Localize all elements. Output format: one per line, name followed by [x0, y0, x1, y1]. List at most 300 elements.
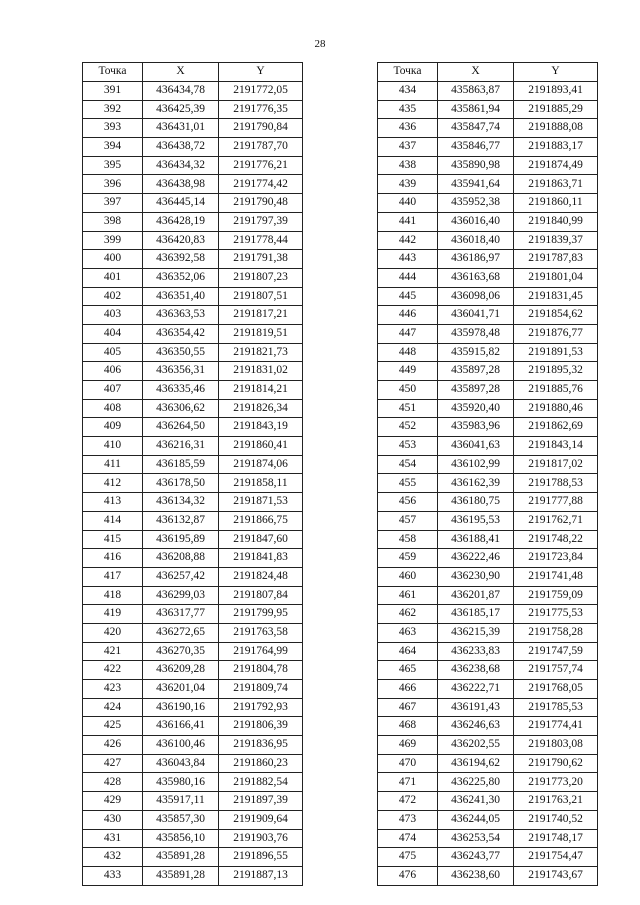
x-coordinate-cell: 436351,40 — [143, 287, 219, 306]
y-coordinate-cell: 2191814,21 — [219, 381, 303, 400]
table-row — [83, 567, 303, 586]
table-row — [378, 829, 598, 848]
column-header-point: Точка — [83, 63, 143, 82]
y-coordinate-cell: 2191871,53 — [219, 493, 303, 512]
point-number-cell: 465 — [378, 661, 438, 680]
table-row — [83, 511, 303, 530]
x-coordinate-cell: 436180,75 — [438, 493, 514, 512]
x-coordinate-cell: 435952,38 — [438, 194, 514, 213]
table-row — [83, 530, 303, 549]
table-header-row — [83, 63, 303, 82]
point-number-cell: 416 — [83, 549, 143, 568]
table-row — [83, 661, 303, 680]
y-coordinate-cell: 2191840,99 — [514, 212, 598, 231]
y-coordinate-cell: 2191757,74 — [514, 661, 598, 680]
table-row — [83, 381, 303, 400]
x-coordinate-cell: 436132,87 — [143, 511, 219, 530]
table-row — [378, 82, 598, 101]
y-coordinate-cell: 2191874,49 — [514, 156, 598, 175]
y-coordinate-cell: 2191775,53 — [514, 605, 598, 624]
point-number-cell: 421 — [83, 642, 143, 661]
table-row — [378, 493, 598, 512]
x-coordinate-cell: 435891,28 — [143, 866, 219, 885]
x-coordinate-cell: 436335,46 — [143, 381, 219, 400]
table-row — [378, 792, 598, 811]
y-coordinate-cell: 2191740,52 — [514, 810, 598, 829]
table-row — [83, 212, 303, 231]
y-coordinate-cell: 2191887,13 — [219, 866, 303, 885]
x-coordinate-cell: 435941,64 — [438, 175, 514, 194]
point-number-cell: 422 — [83, 661, 143, 680]
point-number-cell: 408 — [83, 399, 143, 418]
table-row — [378, 343, 598, 362]
x-coordinate-cell: 436363,53 — [143, 306, 219, 325]
point-number-cell: 444 — [378, 268, 438, 287]
column-header-y: Y — [514, 63, 598, 82]
point-number-cell: 453 — [378, 437, 438, 456]
y-coordinate-cell: 2191788,53 — [514, 474, 598, 493]
point-number-cell: 473 — [378, 810, 438, 829]
y-coordinate-cell: 2191891,53 — [514, 343, 598, 362]
y-coordinate-cell: 2191824,48 — [219, 567, 303, 586]
x-coordinate-cell: 436243,77 — [438, 848, 514, 867]
table-row — [83, 474, 303, 493]
x-coordinate-cell: 436178,50 — [143, 474, 219, 493]
x-coordinate-cell: 435920,40 — [438, 399, 514, 418]
table-row — [378, 306, 598, 325]
y-coordinate-cell: 2191790,62 — [514, 754, 598, 773]
x-coordinate-cell: 436016,40 — [438, 212, 514, 231]
y-coordinate-cell: 2191863,71 — [514, 175, 598, 194]
table-row — [83, 175, 303, 194]
y-coordinate-cell: 2191903,76 — [219, 829, 303, 848]
column-header-point: Точка — [378, 63, 438, 82]
point-number-cell: 391 — [83, 82, 143, 101]
y-coordinate-cell: 2191817,21 — [219, 306, 303, 325]
y-coordinate-cell: 2191806,39 — [219, 717, 303, 736]
table-row — [83, 549, 303, 568]
y-coordinate-cell: 2191759,09 — [514, 586, 598, 605]
x-coordinate-cell: 436246,63 — [438, 717, 514, 736]
x-coordinate-cell: 436186,97 — [438, 250, 514, 269]
table-row — [378, 717, 598, 736]
table-row — [378, 474, 598, 493]
point-number-cell: 467 — [378, 698, 438, 717]
x-coordinate-cell: 436352,06 — [143, 268, 219, 287]
y-coordinate-cell: 2191843,14 — [514, 437, 598, 456]
point-number-cell: 439 — [378, 175, 438, 194]
y-coordinate-cell: 2191883,17 — [514, 138, 598, 157]
y-coordinate-cell: 2191843,19 — [219, 418, 303, 437]
x-coordinate-cell: 435847,74 — [438, 119, 514, 138]
table-row — [378, 642, 598, 661]
y-coordinate-cell: 2191763,58 — [219, 623, 303, 642]
x-coordinate-cell: 436190,16 — [143, 698, 219, 717]
table-row — [83, 399, 303, 418]
y-coordinate-cell: 2191841,83 — [219, 549, 303, 568]
point-number-cell: 411 — [83, 455, 143, 474]
x-coordinate-cell: 436163,68 — [438, 268, 514, 287]
point-number-cell: 434 — [378, 82, 438, 101]
y-coordinate-cell: 2191741,48 — [514, 567, 598, 586]
x-coordinate-cell: 435917,11 — [143, 792, 219, 811]
point-number-cell: 404 — [83, 324, 143, 343]
x-coordinate-cell: 436241,30 — [438, 792, 514, 811]
column-header-x: X — [143, 63, 219, 82]
y-coordinate-cell: 2191764,99 — [219, 642, 303, 661]
x-coordinate-cell: 435915,82 — [438, 343, 514, 362]
table-row — [83, 810, 303, 829]
y-coordinate-cell: 2191831,45 — [514, 287, 598, 306]
y-coordinate-cell: 2191885,76 — [514, 381, 598, 400]
y-coordinate-cell: 2191785,53 — [514, 698, 598, 717]
y-coordinate-cell: 2191773,20 — [514, 773, 598, 792]
table-row — [83, 455, 303, 474]
table-row — [83, 829, 303, 848]
table-row — [83, 343, 303, 362]
y-coordinate-cell: 2191876,77 — [514, 324, 598, 343]
y-coordinate-cell: 2191778,44 — [219, 231, 303, 250]
point-number-cell: 413 — [83, 493, 143, 512]
y-coordinate-cell: 2191776,21 — [219, 156, 303, 175]
x-coordinate-cell: 436425,39 — [143, 100, 219, 119]
point-number-cell: 427 — [83, 754, 143, 773]
point-number-cell: 472 — [378, 792, 438, 811]
point-number-cell: 466 — [378, 680, 438, 699]
point-number-cell: 438 — [378, 156, 438, 175]
table-row — [378, 194, 598, 213]
y-coordinate-cell: 2191790,84 — [219, 119, 303, 138]
x-coordinate-cell: 436222,46 — [438, 549, 514, 568]
table-row — [83, 866, 303, 885]
point-number-cell: 409 — [83, 418, 143, 437]
table-row — [83, 268, 303, 287]
x-coordinate-cell: 436244,05 — [438, 810, 514, 829]
point-number-cell: 442 — [378, 231, 438, 250]
point-number-cell: 424 — [83, 698, 143, 717]
table-row — [83, 250, 303, 269]
table-row — [378, 268, 598, 287]
table-row — [378, 437, 598, 456]
point-number-cell: 440 — [378, 194, 438, 213]
table-row — [378, 511, 598, 530]
x-coordinate-cell: 436041,63 — [438, 437, 514, 456]
table-row — [83, 306, 303, 325]
x-coordinate-cell: 436431,01 — [143, 119, 219, 138]
y-coordinate-cell: 2191772,05 — [219, 82, 303, 101]
point-number-cell: 457 — [378, 511, 438, 530]
point-number-cell: 415 — [83, 530, 143, 549]
x-coordinate-cell: 435890,98 — [438, 156, 514, 175]
coordinates-table-left — [82, 62, 303, 886]
table-row — [83, 754, 303, 773]
x-coordinate-cell: 436194,62 — [438, 754, 514, 773]
y-coordinate-cell: 2191860,23 — [219, 754, 303, 773]
y-coordinate-cell: 2191763,21 — [514, 792, 598, 811]
table-row — [378, 623, 598, 642]
x-coordinate-cell: 435891,28 — [143, 848, 219, 867]
x-coordinate-cell: 436434,78 — [143, 82, 219, 101]
y-coordinate-cell: 2191807,23 — [219, 268, 303, 287]
point-number-cell: 397 — [83, 194, 143, 213]
table-row — [83, 418, 303, 437]
x-coordinate-cell: 436166,41 — [143, 717, 219, 736]
x-coordinate-cell: 435857,30 — [143, 810, 219, 829]
y-coordinate-cell: 2191748,17 — [514, 829, 598, 848]
point-number-cell: 417 — [83, 567, 143, 586]
x-coordinate-cell: 436356,31 — [143, 362, 219, 381]
x-coordinate-cell: 436264,50 — [143, 418, 219, 437]
y-coordinate-cell: 2191768,05 — [514, 680, 598, 699]
x-coordinate-cell: 435897,28 — [438, 381, 514, 400]
x-coordinate-cell: 436216,31 — [143, 437, 219, 456]
point-number-cell: 419 — [83, 605, 143, 624]
table-row — [83, 680, 303, 699]
table-row — [378, 138, 598, 157]
x-coordinate-cell: 436202,55 — [438, 736, 514, 755]
table-row — [83, 792, 303, 811]
x-coordinate-cell: 435983,96 — [438, 418, 514, 437]
table-row — [378, 175, 598, 194]
x-coordinate-cell: 436350,55 — [143, 343, 219, 362]
y-coordinate-cell: 2191821,73 — [219, 343, 303, 362]
x-coordinate-cell: 436354,42 — [143, 324, 219, 343]
y-coordinate-cell: 2191797,39 — [219, 212, 303, 231]
x-coordinate-cell: 436438,72 — [143, 138, 219, 157]
point-number-cell: 441 — [378, 212, 438, 231]
x-coordinate-cell: 436188,41 — [438, 530, 514, 549]
y-coordinate-cell: 2191762,71 — [514, 511, 598, 530]
y-coordinate-cell: 2191758,28 — [514, 623, 598, 642]
table-row — [378, 530, 598, 549]
x-coordinate-cell: 436208,88 — [143, 549, 219, 568]
x-coordinate-cell: 436162,39 — [438, 474, 514, 493]
point-number-cell: 426 — [83, 736, 143, 755]
point-number-cell: 437 — [378, 138, 438, 157]
table-row — [83, 231, 303, 250]
x-coordinate-cell: 436018,40 — [438, 231, 514, 250]
table-row — [83, 623, 303, 642]
point-number-cell: 459 — [378, 549, 438, 568]
table-row — [83, 287, 303, 306]
column-header-y: Y — [219, 63, 303, 82]
y-coordinate-cell: 2191787,83 — [514, 250, 598, 269]
x-coordinate-cell: 435863,87 — [438, 82, 514, 101]
point-number-cell: 464 — [378, 642, 438, 661]
table-row — [83, 138, 303, 157]
table-row — [378, 773, 598, 792]
y-coordinate-cell: 2191897,39 — [219, 792, 303, 811]
x-coordinate-cell: 435861,94 — [438, 100, 514, 119]
point-number-cell: 455 — [378, 474, 438, 493]
x-coordinate-cell: 436445,14 — [143, 194, 219, 213]
point-number-cell: 425 — [83, 717, 143, 736]
y-coordinate-cell: 2191860,11 — [514, 194, 598, 213]
x-coordinate-cell: 436185,17 — [438, 605, 514, 624]
x-coordinate-cell: 436225,80 — [438, 773, 514, 792]
x-coordinate-cell: 436238,60 — [438, 866, 514, 885]
point-number-cell: 476 — [378, 866, 438, 885]
point-number-cell: 475 — [378, 848, 438, 867]
point-number-cell: 449 — [378, 362, 438, 381]
y-coordinate-cell: 2191826,34 — [219, 399, 303, 418]
table-row — [378, 324, 598, 343]
table-row — [378, 418, 598, 437]
y-coordinate-cell: 2191777,88 — [514, 493, 598, 512]
x-coordinate-cell: 436233,83 — [438, 642, 514, 661]
x-coordinate-cell: 436428,19 — [143, 212, 219, 231]
table-row — [83, 324, 303, 343]
table-header-row — [378, 63, 598, 82]
x-coordinate-cell: 436134,32 — [143, 493, 219, 512]
y-coordinate-cell: 2191862,69 — [514, 418, 598, 437]
point-number-cell: 445 — [378, 287, 438, 306]
table-row — [378, 848, 598, 867]
point-number-cell: 394 — [83, 138, 143, 157]
page-number: 28 — [314, 38, 326, 50]
y-coordinate-cell: 2191831,02 — [219, 362, 303, 381]
point-number-cell: 396 — [83, 175, 143, 194]
point-number-cell: 401 — [83, 268, 143, 287]
point-number-cell: 410 — [83, 437, 143, 456]
point-number-cell: 423 — [83, 680, 143, 699]
y-coordinate-cell: 2191807,51 — [219, 287, 303, 306]
table-row — [378, 455, 598, 474]
table-row — [378, 586, 598, 605]
x-coordinate-cell: 436098,06 — [438, 287, 514, 306]
y-coordinate-cell: 2191807,84 — [219, 586, 303, 605]
point-number-cell: 474 — [378, 829, 438, 848]
x-coordinate-cell: 436420,83 — [143, 231, 219, 250]
x-coordinate-cell: 436257,42 — [143, 567, 219, 586]
table-row — [378, 119, 598, 138]
table-row — [83, 82, 303, 101]
point-number-cell: 402 — [83, 287, 143, 306]
x-coordinate-cell: 436317,77 — [143, 605, 219, 624]
point-number-cell: 450 — [378, 381, 438, 400]
x-coordinate-cell: 436043,84 — [143, 754, 219, 773]
point-number-cell: 399 — [83, 231, 143, 250]
x-coordinate-cell: 436272,65 — [143, 623, 219, 642]
table-row — [378, 567, 598, 586]
y-coordinate-cell: 2191774,42 — [219, 175, 303, 194]
point-number-cell: 407 — [83, 381, 143, 400]
y-coordinate-cell: 2191817,02 — [514, 455, 598, 474]
point-number-cell: 443 — [378, 250, 438, 269]
coordinates-table-right — [377, 62, 598, 886]
y-coordinate-cell: 2191888,08 — [514, 119, 598, 138]
y-coordinate-cell: 2191801,04 — [514, 268, 598, 287]
point-number-cell: 436 — [378, 119, 438, 138]
y-coordinate-cell: 2191809,74 — [219, 680, 303, 699]
point-number-cell: 403 — [83, 306, 143, 325]
y-coordinate-cell: 2191895,32 — [514, 362, 598, 381]
point-number-cell: 461 — [378, 586, 438, 605]
table-row — [378, 736, 598, 755]
x-coordinate-cell: 436238,68 — [438, 661, 514, 680]
y-coordinate-cell: 2191839,37 — [514, 231, 598, 250]
x-coordinate-cell: 436100,46 — [143, 736, 219, 755]
point-number-cell: 451 — [378, 399, 438, 418]
y-coordinate-cell: 2191804,78 — [219, 661, 303, 680]
point-number-cell: 460 — [378, 567, 438, 586]
point-number-cell: 458 — [378, 530, 438, 549]
column-header-x: X — [438, 63, 514, 82]
x-coordinate-cell: 435980,16 — [143, 773, 219, 792]
point-number-cell: 469 — [378, 736, 438, 755]
table-row — [83, 848, 303, 867]
point-number-cell: 429 — [83, 792, 143, 811]
x-coordinate-cell: 436392,58 — [143, 250, 219, 269]
x-coordinate-cell: 436215,39 — [438, 623, 514, 642]
point-number-cell: 447 — [378, 324, 438, 343]
table-row — [83, 362, 303, 381]
point-number-cell: 392 — [83, 100, 143, 119]
point-number-cell: 462 — [378, 605, 438, 624]
point-number-cell: 435 — [378, 100, 438, 119]
y-coordinate-cell: 2191792,93 — [219, 698, 303, 717]
x-coordinate-cell: 436195,89 — [143, 530, 219, 549]
y-coordinate-cell: 2191882,54 — [219, 773, 303, 792]
table-row — [378, 381, 598, 400]
point-number-cell: 393 — [83, 119, 143, 138]
table-row — [378, 754, 598, 773]
y-coordinate-cell: 2191743,67 — [514, 866, 598, 885]
point-number-cell: 406 — [83, 362, 143, 381]
x-coordinate-cell: 436222,71 — [438, 680, 514, 699]
y-coordinate-cell: 2191776,35 — [219, 100, 303, 119]
table-row — [378, 549, 598, 568]
point-number-cell: 452 — [378, 418, 438, 437]
point-number-cell: 428 — [83, 773, 143, 792]
x-coordinate-cell: 435978,48 — [438, 324, 514, 343]
table-row — [83, 493, 303, 512]
table-row — [83, 736, 303, 755]
table-row — [83, 642, 303, 661]
point-number-cell: 470 — [378, 754, 438, 773]
table-row — [378, 661, 598, 680]
x-coordinate-cell: 436434,32 — [143, 156, 219, 175]
y-coordinate-cell: 2191860,41 — [219, 437, 303, 456]
y-coordinate-cell: 2191748,22 — [514, 530, 598, 549]
x-coordinate-cell: 436209,28 — [143, 661, 219, 680]
y-coordinate-cell: 2191774,41 — [514, 717, 598, 736]
x-coordinate-cell: 436201,04 — [143, 680, 219, 699]
y-coordinate-cell: 2191799,95 — [219, 605, 303, 624]
x-coordinate-cell: 436195,53 — [438, 511, 514, 530]
table-row — [378, 231, 598, 250]
table-row — [83, 194, 303, 213]
point-number-cell: 468 — [378, 717, 438, 736]
y-coordinate-cell: 2191747,59 — [514, 642, 598, 661]
point-number-cell: 456 — [378, 493, 438, 512]
y-coordinate-cell: 2191893,41 — [514, 82, 598, 101]
point-number-cell: 432 — [83, 848, 143, 867]
table-row — [378, 680, 598, 699]
table-row — [83, 773, 303, 792]
x-coordinate-cell: 436041,71 — [438, 306, 514, 325]
x-coordinate-cell: 436253,54 — [438, 829, 514, 848]
y-coordinate-cell: 2191836,95 — [219, 736, 303, 755]
y-coordinate-cell: 2191723,84 — [514, 549, 598, 568]
table-row — [83, 437, 303, 456]
table-row — [83, 717, 303, 736]
y-coordinate-cell: 2191754,47 — [514, 848, 598, 867]
point-number-cell: 430 — [83, 810, 143, 829]
table-row — [83, 100, 303, 119]
table-row — [83, 156, 303, 175]
x-coordinate-cell: 435856,10 — [143, 829, 219, 848]
